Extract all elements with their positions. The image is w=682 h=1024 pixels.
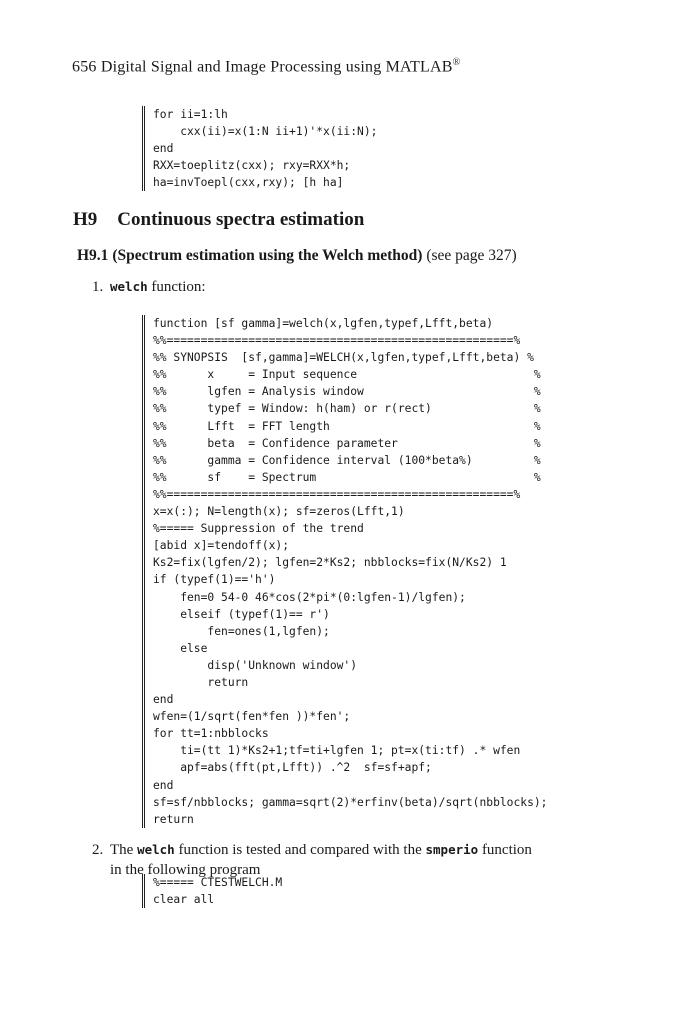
code-line: apf=abs(fft(pt,Lfft)) .^2 sf=sf+apf; — [153, 761, 432, 775]
code-line: %% lgfen = Analysis window % — [153, 385, 541, 399]
book-title: Digital Signal and Image Processing using MATLAB — [100, 58, 453, 76]
item-number: 2. — [92, 842, 104, 858]
list-item-1 — [92, 277, 206, 297]
code-line: RXX=toeplitz(cxx); rxy=RXX*h; — [153, 159, 351, 173]
code-line: clear all — [153, 893, 215, 907]
subsection-title: (Spectrum estimation using the Welch method) — [112, 247, 423, 264]
code-line: return — [153, 675, 249, 689]
code-line: %% gamma = Confidence interval (100*beta%) % — [153, 453, 541, 467]
code-line: Ks2=fix(lgfen/2); lgfen=2*Ks2; nbblocks=fix(N/Ks2) 1 — [153, 556, 507, 570]
code-line: end — [153, 693, 174, 707]
code-line: %===== CTESTWELCH.M — [153, 876, 283, 889]
code-line: %% Lfft = FFT length % — [153, 419, 541, 433]
registered-mark: ® — [452, 57, 461, 68]
code-line: ha=invToepl(cxx,rxy); [h ha] — [153, 176, 344, 190]
code-line: %%===================================================% — [153, 334, 521, 348]
code-line: %% x = Input sequence % — [153, 368, 541, 382]
section-title: Continuous spectra estimation — [117, 209, 365, 230]
code-line: %% sf = Spectrum % — [153, 470, 541, 484]
running-head — [72, 57, 460, 76]
code-line: ti=(tt 1)*Ks2+1;tf=ti+lgfen 1; pt=x(ti:tf) .* wfen — [153, 744, 521, 758]
code-line: for ii=1:lh — [153, 108, 228, 121]
code-line: return — [153, 812, 194, 826]
code-block-2 — [142, 315, 547, 828]
code-line: else — [153, 641, 208, 655]
code-line: fen=0 54-0 46*cos(2*pi*(0:lgfen-1)/lgfen); — [153, 590, 466, 604]
item-text-middle: function is tested and compared with the — [178, 842, 422, 858]
code-line: %% beta = Confidence parameter % — [153, 436, 541, 450]
code-line: end — [153, 142, 174, 156]
code-line: elseif (typef(1)== r') — [153, 607, 330, 621]
code-line: cxx(ii)=x(1:N ii+1)'*x(ii:N); — [153, 125, 378, 139]
item-text-after: function — [481, 842, 532, 858]
page-number: 656 — [72, 58, 97, 76]
code-line: disp('Unknown window') — [153, 658, 358, 672]
code-line: wfen=(1/sqrt(fen*fen ))*fen'; — [153, 710, 351, 724]
code-line: sf=sf/nbblocks; gamma=sqrt(2)*erfinv(beta)/sqrt(nbblocks); — [153, 795, 548, 809]
page-reference: (see page 327) — [426, 247, 517, 264]
code-line: fen=ones(1,lgfen); — [153, 624, 330, 638]
code-word: smperio — [425, 842, 479, 857]
code-line: %===== Suppression of the trend — [153, 522, 364, 536]
code-line: %% typef = Window: h(ham) or r(rect) % — [153, 402, 541, 416]
section-heading — [73, 209, 364, 231]
item-number: 1. — [92, 279, 104, 295]
item-text-line2: in the following program — [110, 862, 261, 878]
code-line: function [sf gamma]=welch(x,lgfen,typef,Lfft,beta) — [153, 317, 494, 330]
code-word: welch — [110, 279, 148, 294]
code-word: welch — [137, 842, 175, 857]
code-line: end — [153, 778, 174, 792]
code-line: if (typef(1)=='h') — [153, 573, 276, 587]
code-line: x=x(:); N=length(x); sf=zeros(Lfft,1) — [153, 505, 405, 519]
code-block-3 — [142, 874, 282, 908]
code-line: %%===================================================% — [153, 487, 521, 501]
subsection-heading — [77, 247, 517, 265]
subsection-number: H9.1 — [77, 247, 109, 264]
item-text-before: The — [110, 842, 134, 858]
section-number: H9 — [73, 209, 98, 230]
item-text: function: — [151, 279, 206, 295]
code-line: [abid x]=tendoff(x); — [153, 539, 290, 553]
code-line: %% SYNOPSIS [sf,gamma]=WELCH(x,lgfen,typef,Lfft,beta) % — [153, 351, 534, 365]
code-block-1 — [142, 106, 377, 191]
code-line: for tt=1:nbblocks — [153, 727, 269, 741]
